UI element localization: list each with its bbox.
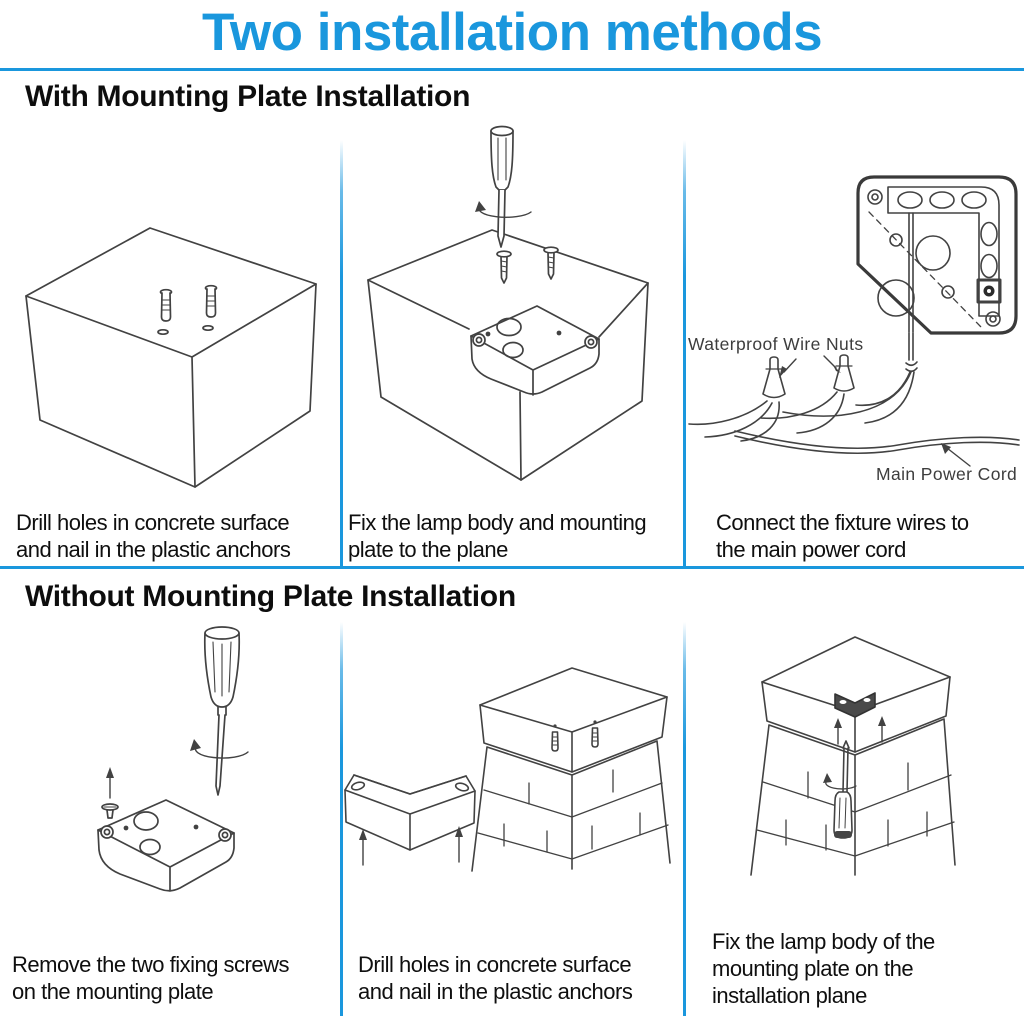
divider-top xyxy=(0,68,1024,71)
brick-wall-corner xyxy=(751,637,955,875)
caption-connect-wires: Connect the fixture wires to the main power cord xyxy=(716,510,969,562)
label-main-power-cord: Main Power Cord xyxy=(876,464,1018,484)
screwdriver-icon xyxy=(823,741,856,838)
main-power-cord xyxy=(735,431,1019,453)
illustration-fix-plate-to-block xyxy=(341,120,683,520)
up-arrow xyxy=(455,826,463,862)
illustration-lamp-body-and-brick-wall xyxy=(341,620,683,954)
up-arrow xyxy=(359,829,367,865)
screwdriver-icon xyxy=(190,627,248,795)
caption-fix-lamp-on-plane: Fix the lamp body of the mounting plate on the installation plane xyxy=(712,929,935,1008)
caption-fix-lamp-body: Fix the lamp body and mounting plate to the plane xyxy=(348,510,647,562)
mounting-plate xyxy=(98,800,234,891)
section-heading-with-plate: With Mounting Plate Installation xyxy=(25,80,471,113)
illustration-concrete-block-with-anchors xyxy=(0,120,341,520)
screw-with-arrow xyxy=(102,767,118,818)
brick-wall-corner xyxy=(472,668,670,871)
illustration-remove-fixing-screws xyxy=(0,620,341,954)
screwdriver-icon xyxy=(475,127,531,248)
page-title: Two installation methods xyxy=(201,3,823,62)
caption-drill-holes: Drill holes in concrete surface and nail in the plastic anchors xyxy=(16,510,291,562)
wire-nut xyxy=(834,355,854,391)
section-heading-without-plate: Without Mounting Plate Installation xyxy=(25,580,516,613)
caption-remove-screws: Remove the two fixing screws on the mounting plate xyxy=(12,952,289,1004)
junction-plate xyxy=(858,177,1016,333)
illustration-fix-lamp-on-corner xyxy=(683,620,1024,954)
caption-drill-holes-2: Drill holes in concrete surface and nail in the plastic anchors xyxy=(358,952,633,1004)
wire-nut xyxy=(763,357,785,398)
label-waterproof-wire-nuts: Waterproof Wire Nuts xyxy=(688,334,864,354)
